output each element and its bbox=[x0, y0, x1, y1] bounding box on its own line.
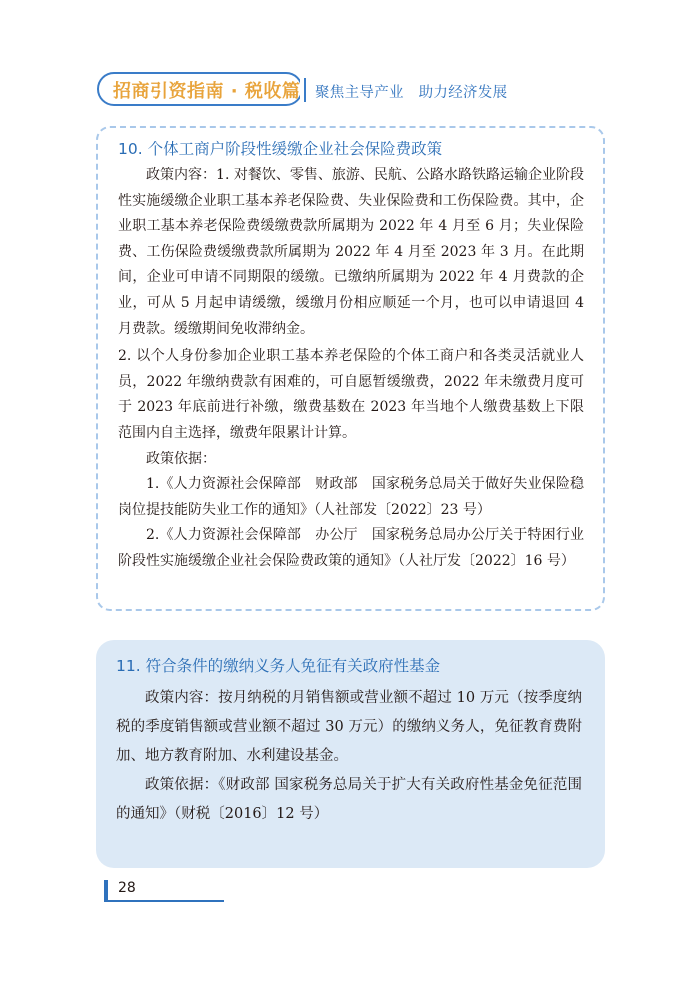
page-footer-rule bbox=[104, 900, 224, 902]
policy-11-heading: 11. 符合条件的缴纳义务人免征有关政府性基金 bbox=[116, 657, 441, 675]
header-divider bbox=[304, 78, 306, 102]
policy-10-basis-1: 1.《人力资源社会保障部 财政部 国家税务总局关于做好失业保险稳岗位提技能防失业工作的通知》（人社部发〔2022〕23 号） bbox=[118, 476, 584, 518]
policy-card-10 bbox=[96, 126, 605, 611]
policy-10-item-2: 2. 以个人身份参加企业职工基本养老保险的个体工商户和各类灵活就业人员，2022 年缴纳费款有困难的，可自愿暂缓缴费，2022 年未缴费月度可于 2023 年底前进行补缴，缴费基数在 2023 年当地个人缴费基数上下限范围内自主选择，缴费年限累计计算。 bbox=[118, 348, 584, 441]
policy-card-11 bbox=[96, 640, 605, 868]
policy-10-content: 政策内容：1. 对餐饮、零售、旅游、民航、公路水路铁路运输企业阶段性实施缓缴企业职工基本养老保险费、失业保险费和工伤保险费。其中，企业职工基本养老保险费缓缴费款所属期为 2022 年 4 月至 6 月；失业保险费、工伤保险费缓缴费款所属期为 2022 年 4 月至 2023 年 3 月。在此期间，企业可申请不同期限的缓缴。已缴纳所属期为 2022 年 4 月费款的企业，可从 5 月起申请缓缴，缓缴月份相应顺延一个月，也可以申请退回 4 月费款。缓缴期间免收滞纳金。 bbox=[118, 167, 584, 337]
policy-10-basis-label: 政策依据： bbox=[146, 451, 216, 467]
header-title: 招商引资指南 · 税收篇 bbox=[113, 81, 301, 102]
policy-10-heading: 10. 个体工商户阶段性缓缴企业社会保险费政策 bbox=[118, 140, 443, 158]
policy-10-basis-2: 2.《人力资源社会保障部 办公厅 国家税务总局办公厅关于特困行业阶段性实施缓缴企业社会保险费政策的通知》（人社厅发〔2022〕16 号） bbox=[118, 527, 584, 569]
policy-11-content: 政策内容：按月纳税的月销售额或营业额不超过 10 万元（按季度纳税的季度销售额或营业额不超过 30 万元）的缴纳义务人，免征教育费附加、地方教育附加、水利建设基金。 bbox=[116, 690, 582, 764]
page-number-bar bbox=[104, 880, 108, 902]
policy-11-basis: 政策依据：《财政部 国家税务总局关于扩大有关政府性基金免征范围的通知》（财税〔2016〕12 号） bbox=[116, 777, 582, 822]
page-header bbox=[97, 72, 607, 108]
page-number: 28 bbox=[118, 880, 136, 896]
header-slogan: 聚焦主导产业 助力经济发展 bbox=[315, 85, 508, 101]
